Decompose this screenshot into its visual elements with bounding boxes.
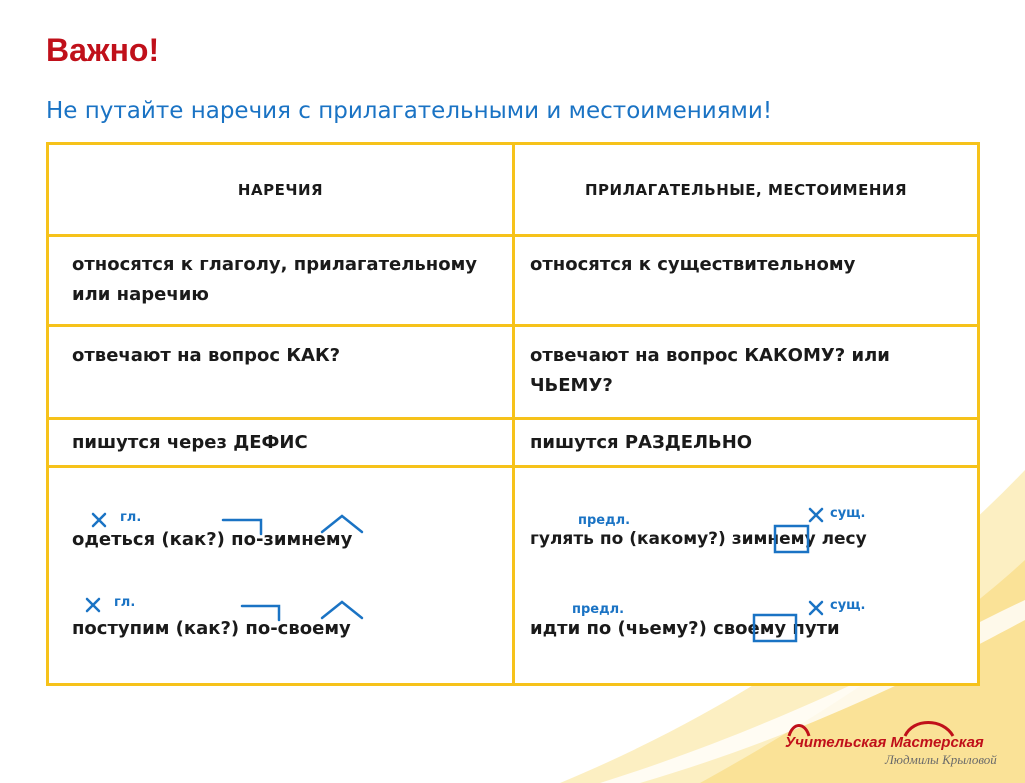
header-adjectives-pronouns: ПРИЛАГАТЕЛЬНЫЕ, МЕСТОИМЕНИЯ <box>584 181 908 199</box>
table-column-divider <box>512 142 515 686</box>
cell-adverbs-question: отвечают на вопрос КАК? <box>72 345 341 366</box>
page-subtitle: Не путайте наречия с прилагательными и местоимениями! <box>46 98 773 124</box>
cell-adjectives-relation: относятся к существительному <box>530 254 856 275</box>
logo-subtitle: Людмилы Крыловой <box>885 752 997 767</box>
cell-adjectives-spelling: пишутся РАЗДЕЛЬНО <box>530 432 753 453</box>
noun-label: сущ. <box>830 598 866 613</box>
verb-label: гл. <box>114 595 136 610</box>
cell-adverbs-relation: относятся к глаголу, прилагательному или наречию <box>72 254 478 305</box>
logo-title: Учительская Мастерская <box>785 734 984 751</box>
example-adverb-2: поступим (как?) по-своему <box>72 618 351 639</box>
verb-label: гл. <box>120 510 142 525</box>
cell-adverbs-spelling: пишутся через ДЕФИС <box>72 432 308 453</box>
table-row-divider <box>46 465 980 468</box>
example-adverb-1: одеться (как?) по-зимнему <box>72 529 353 550</box>
preposition-label: предл. <box>572 602 625 617</box>
page-title: Важно! <box>46 32 160 68</box>
example-adjective-2: идти по (чьему?) своему пути <box>530 618 840 639</box>
example-adjective-1: гулять по (какому?) зимнему лесу <box>530 529 867 549</box>
cell-adjectives-question: отвечают на вопрос КАКОМУ? или ЧЬЕМУ? <box>530 345 890 396</box>
header-adverbs: НАРЕЧИЯ <box>237 181 324 199</box>
table-row-divider <box>46 324 980 327</box>
table-row-divider <box>46 417 980 420</box>
table-row-divider <box>46 234 980 237</box>
noun-label: сущ. <box>830 506 866 521</box>
preposition-label: предл. <box>578 513 631 528</box>
